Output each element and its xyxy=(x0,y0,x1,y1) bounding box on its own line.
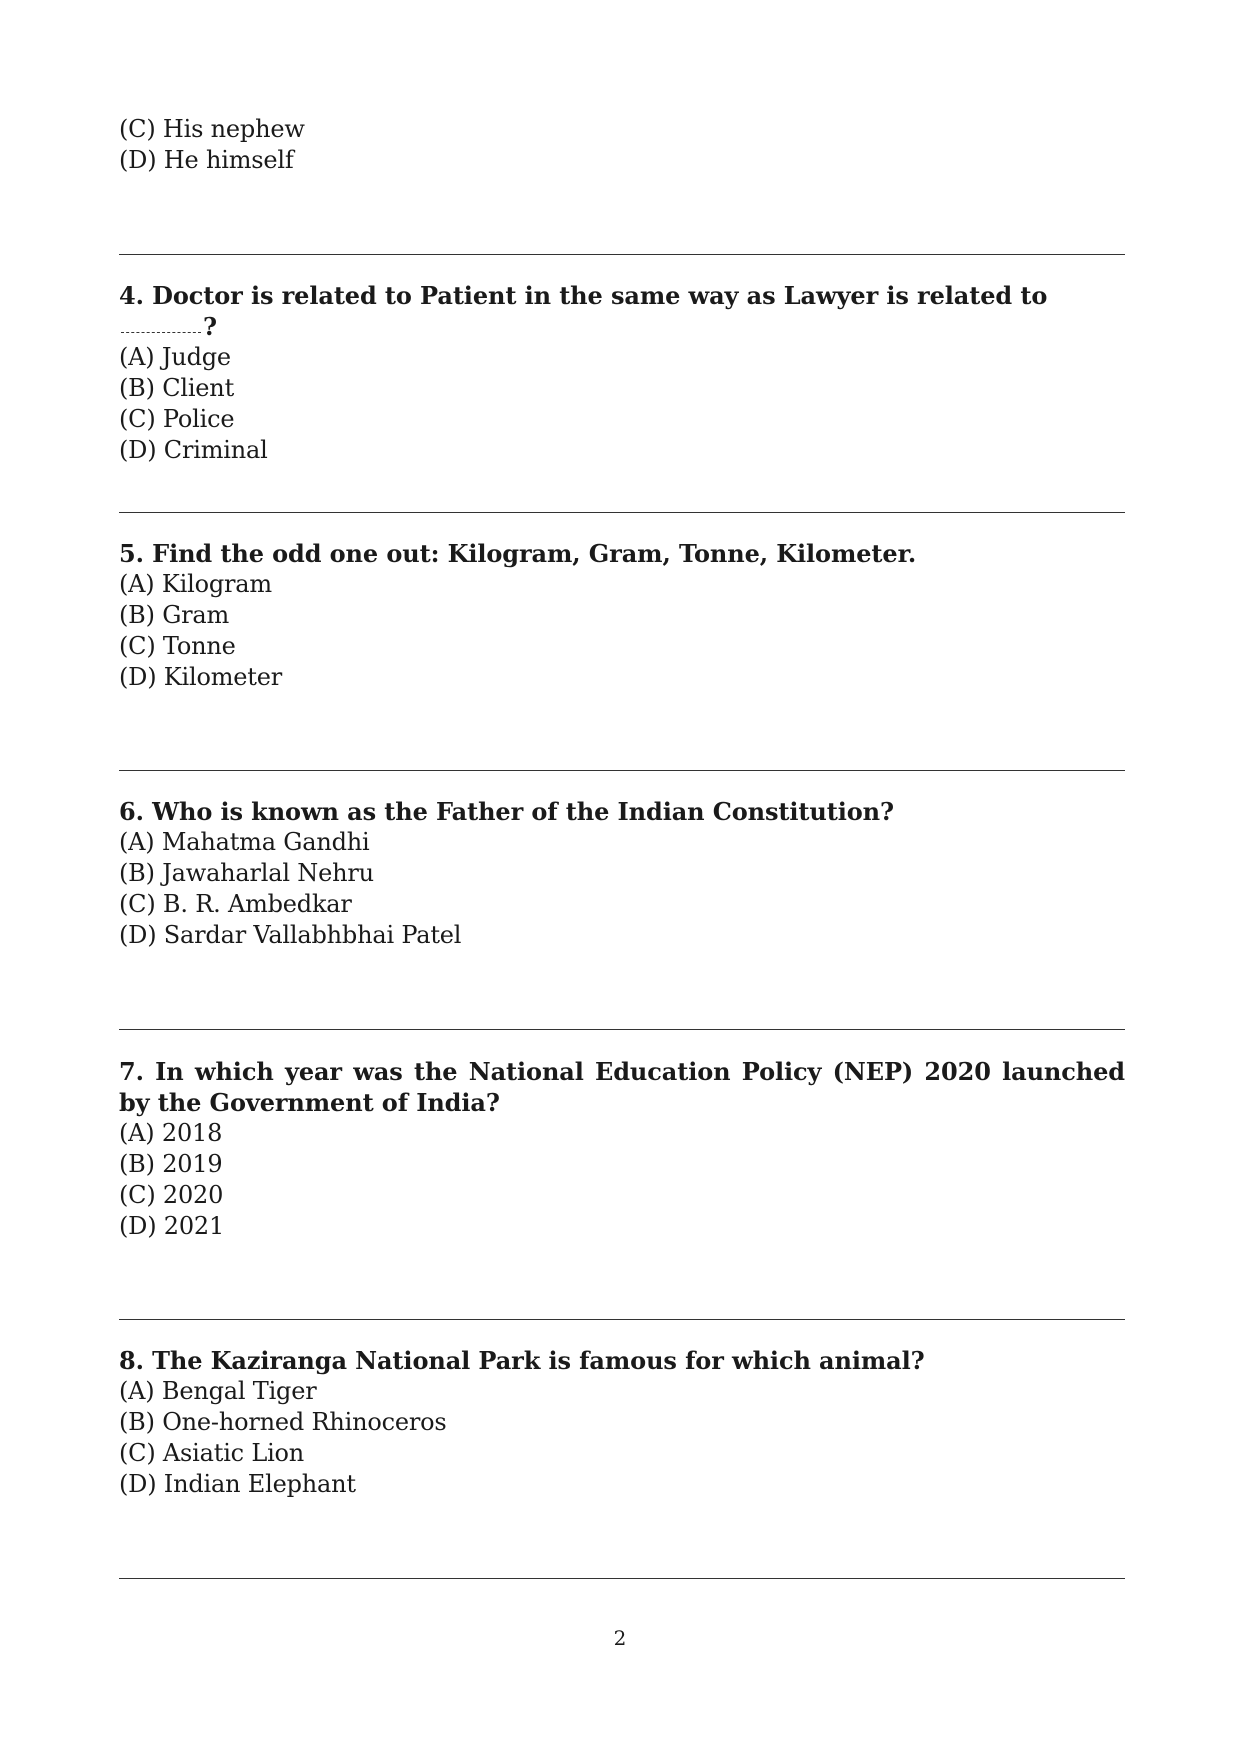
question-4 xyxy=(119,280,1125,466)
page-number: 2 xyxy=(613,1626,627,1650)
option-c: (C) 2020 xyxy=(119,1181,224,1209)
option-b: (B) One-horned Rhinoceros xyxy=(119,1408,447,1436)
question-text xyxy=(119,280,1125,342)
option-a: (A) Judge xyxy=(119,343,231,371)
section-divider xyxy=(119,1029,1125,1030)
option-d: (D) He himself xyxy=(119,146,294,174)
option-a: (A) 2018 xyxy=(119,1119,223,1147)
option-d: (D) 2021 xyxy=(119,1212,225,1240)
question-stem: Who is known as the Father of the Indian Constitution? xyxy=(152,797,894,826)
question-end: ? xyxy=(203,312,217,341)
question-stem: Find the odd one out: Kilogram, Gram, Tonne, Kilometer. xyxy=(152,539,917,568)
question-number: 7. xyxy=(119,1057,144,1086)
option-d: (D) Kilometer xyxy=(119,663,283,691)
question-number: 8. xyxy=(119,1346,144,1375)
section-divider xyxy=(119,1319,1125,1320)
option-b: (B) Gram xyxy=(119,601,230,629)
carryover-options xyxy=(119,114,305,176)
option-c: (C) Tonne xyxy=(119,632,236,660)
section-divider xyxy=(119,1578,1125,1579)
question-6 xyxy=(119,796,1125,951)
option-c: (C) His nephew xyxy=(119,115,305,143)
option-a: (A) Bengal Tiger xyxy=(119,1377,317,1405)
question-stem: Doctor is related to Patient in the same way as Lawyer is related to xyxy=(152,281,1048,310)
question-number: 6. xyxy=(119,797,144,826)
question-text xyxy=(119,1345,1125,1376)
question-8 xyxy=(119,1345,1125,1500)
option-c: (C) B. R. Ambedkar xyxy=(119,890,352,918)
section-divider xyxy=(119,770,1125,771)
question-number: 5. xyxy=(119,539,144,568)
option-c: (C) Police xyxy=(119,405,235,433)
option-a: (A) Mahatma Gandhi xyxy=(119,828,370,856)
option-d: (D) Indian Elephant xyxy=(119,1470,356,1498)
question-stem: In which year was the National Education Policy (NEP) 2020 launched by the Government of India? xyxy=(119,1057,1125,1117)
question-text xyxy=(119,1056,1125,1118)
option-d: (D) Sardar Vallabhbhai Patel xyxy=(119,921,462,949)
question-number: 4. xyxy=(119,281,144,310)
question-5 xyxy=(119,538,1125,693)
option-d: (D) Criminal xyxy=(119,436,268,464)
option-a: (A) Kilogram xyxy=(119,570,272,598)
answer-blank xyxy=(121,332,201,333)
option-c: (C) Asiatic Lion xyxy=(119,1439,305,1467)
question-7 xyxy=(119,1056,1125,1242)
question-text xyxy=(119,796,1125,827)
option-b: (B) Jawaharlal Nehru xyxy=(119,859,374,887)
section-divider xyxy=(119,512,1125,513)
option-b: (B) Client xyxy=(119,374,235,402)
section-divider xyxy=(119,254,1125,255)
question-stem: The Kaziranga National Park is famous for which animal? xyxy=(152,1346,925,1375)
question-text xyxy=(119,538,1125,569)
option-b: (B) 2019 xyxy=(119,1150,223,1178)
